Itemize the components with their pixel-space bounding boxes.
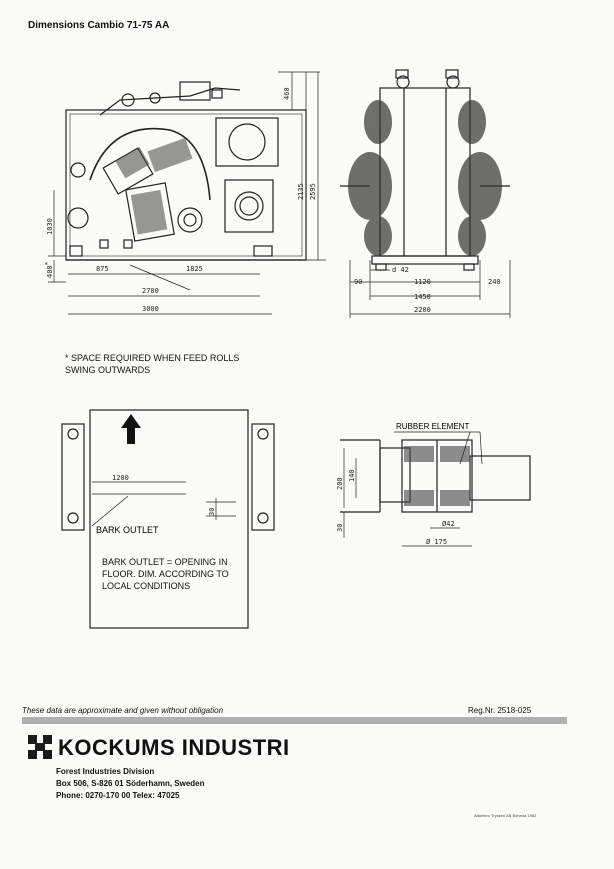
dim-2700: 2700 bbox=[142, 287, 159, 295]
printer-credit: Alsterbro Tryckeri AB Boheda 1982 bbox=[474, 813, 537, 818]
dim-asterisk: * bbox=[44, 261, 49, 269]
dim-2200: 2200 bbox=[414, 306, 431, 314]
division-name: Forest Industries Division bbox=[56, 767, 155, 776]
dim-1450: 1450 bbox=[414, 293, 431, 301]
dim-1030: 1030 bbox=[46, 218, 54, 235]
dim-875: 875 bbox=[96, 265, 109, 273]
address: Box 506, S-826 01 Söderhamn, Sweden bbox=[56, 779, 205, 788]
dim-1120: 1120 bbox=[414, 278, 431, 286]
dim-90: 90 bbox=[354, 278, 363, 286]
dim-460: 460 bbox=[283, 87, 291, 100]
footer-rule bbox=[22, 717, 567, 724]
company-info bbox=[56, 766, 205, 802]
dim-200: 200 bbox=[336, 477, 344, 490]
side-view-drawing bbox=[30, 60, 330, 320]
bark-outlet-note: BARK OUTLET = OPENING IN FLOOR. DIM. ACCORDING TO LOCAL CONDITIONS bbox=[102, 557, 229, 591]
dim-d42-front: d 42 bbox=[392, 266, 409, 274]
reg-number: Reg.Nr. 2518-025 bbox=[468, 706, 532, 715]
dim-2135: 2135 bbox=[297, 183, 305, 200]
dim-3000: 3000 bbox=[142, 305, 159, 313]
disclaimer: These data are approximate and given without obligation bbox=[22, 706, 224, 715]
phone-telex: Phone: 0270-170 00 Telex: 47025 bbox=[56, 791, 180, 800]
page-title: Dimensions Cambio 71-75 AA bbox=[28, 20, 170, 31]
brand-name: KOCKUMS INDUSTRI bbox=[58, 735, 290, 760]
dim-30-detail: 30 bbox=[336, 523, 344, 532]
kockums-logo-icon bbox=[24, 733, 56, 761]
dim-30-plan: 30 bbox=[208, 507, 216, 516]
dim-2595: 2595 bbox=[309, 183, 317, 200]
dim-240: 240 bbox=[488, 278, 501, 286]
rubber-element-label: RUBBER ELEMENT bbox=[396, 422, 470, 431]
front-view-drawing bbox=[330, 60, 530, 320]
space-note: * SPACE REQUIRED WHEN FEED ROLLS SWING OUTWARDS bbox=[65, 353, 240, 375]
bark-outlet-label: BARK OUTLET bbox=[96, 525, 159, 535]
dim-1825: 1825 bbox=[186, 265, 203, 273]
dim-400: 400 bbox=[46, 265, 54, 278]
rubber-element-detail bbox=[320, 418, 540, 578]
dim-140: 140 bbox=[348, 469, 356, 482]
dim-d175: Ø 175 bbox=[426, 538, 448, 546]
plan-view-drawing bbox=[30, 402, 300, 632]
dim-d42-detail: Ø42 bbox=[442, 520, 455, 528]
dim-1200: 1200 bbox=[112, 474, 129, 482]
